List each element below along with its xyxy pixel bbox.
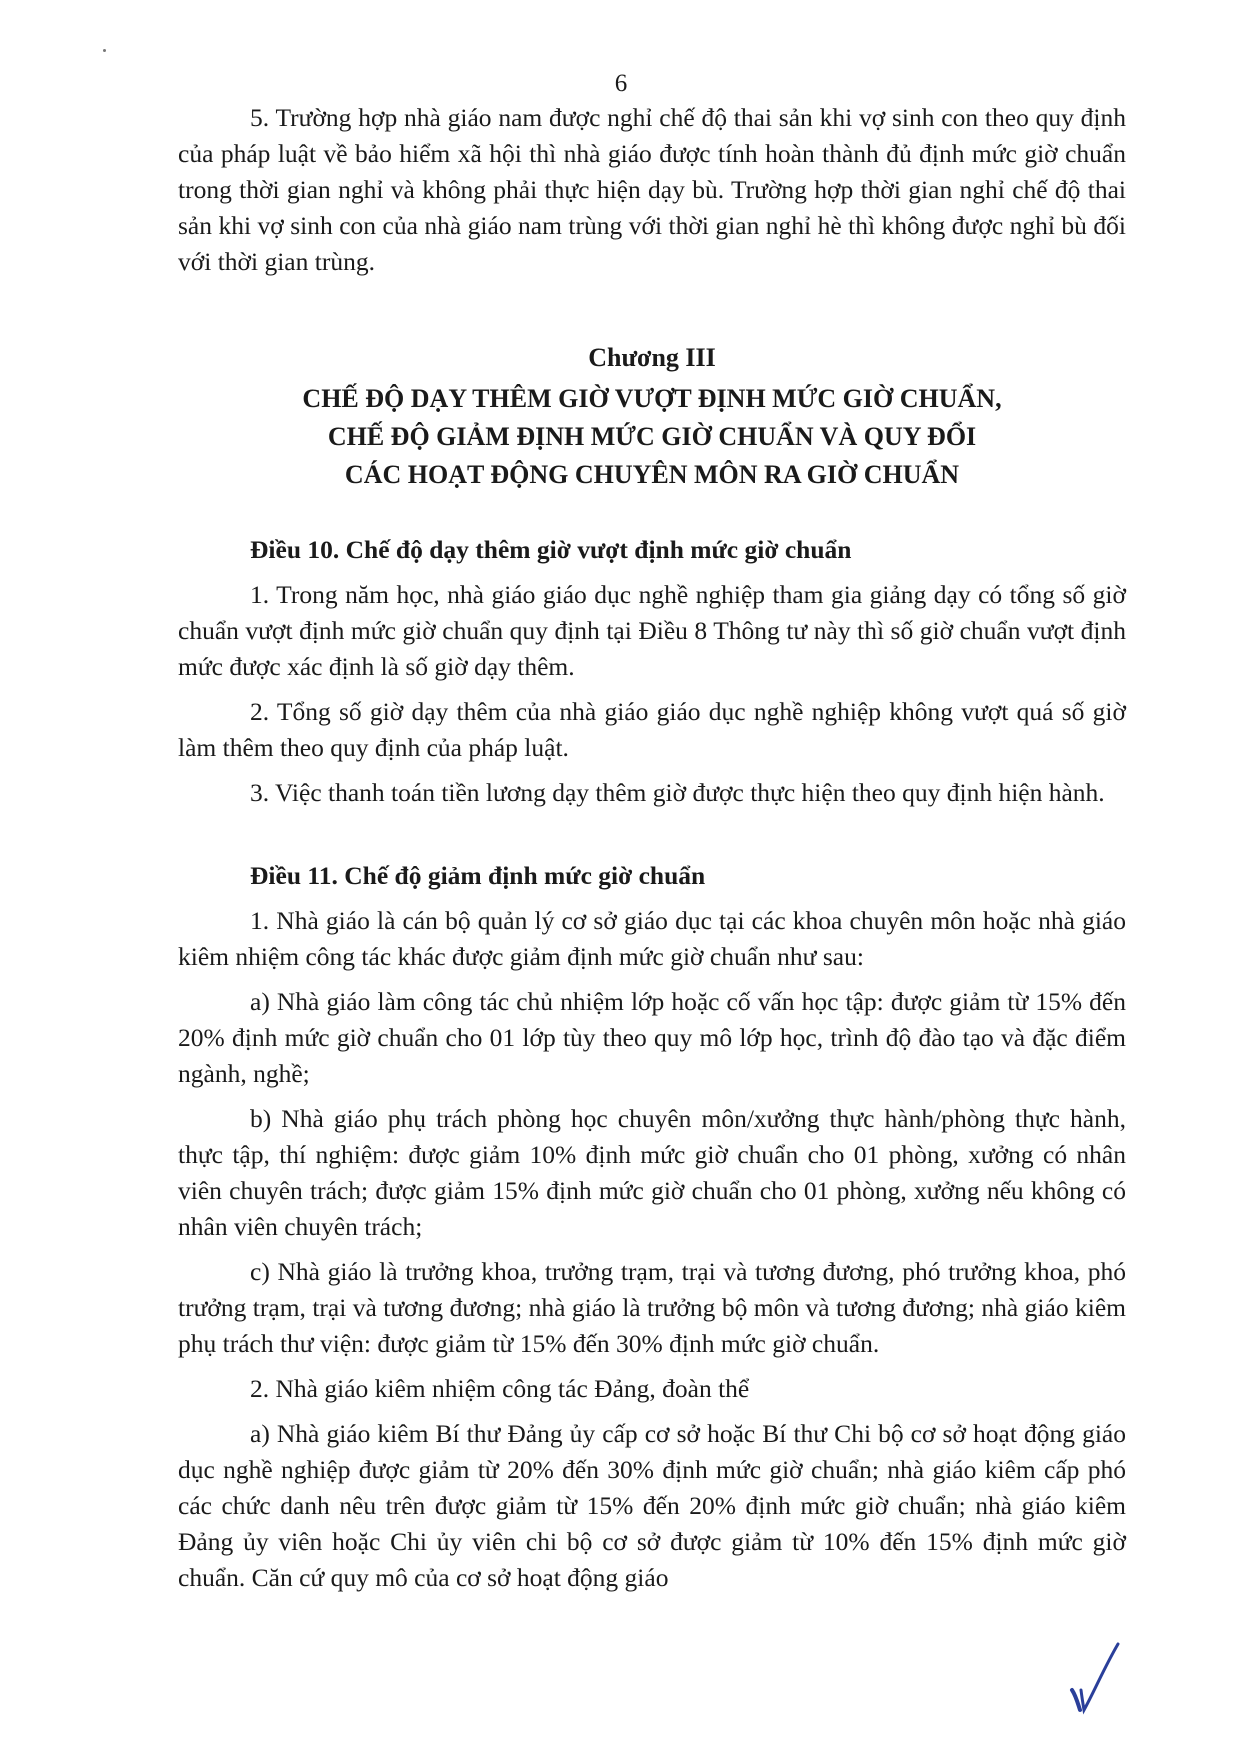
article-11-paragraph: c) Nhà giáo là trưởng khoa, trưởng trạm, trại và tương đương, phó trưởng khoa, phó trưởng trạm, trại và tương đương; nhà giáo là trưởng bộ môn và tương đương; nhà giáo kiêm phụ trách thư viện: được giảm từ 15% đến 30% định mức giờ chuẩn. (178, 1257, 1126, 1358)
article-11-section (178, 858, 1126, 1596)
article-11-paragraph: 1. Nhà giáo là cán bộ quản lý cơ sở giáo dục tại các khoa chuyên môn hoặc nhà giáo kiêm nhiệm công tác khác được giảm định mức giờ chuẩn như sau: (178, 906, 1126, 971)
intro-section (178, 100, 1126, 280)
article-11-paragraph: a) Nhà giáo kiêm Bí thư Đảng ủy cấp cơ sở hoặc Bí thư Chi bộ cơ sở hoạt động giáo dục nghề nghiệp được giảm từ 20% đến 30% định mức giờ chuẩn; nhà giáo kiêm cấp phó các chức danh nêu trên được giảm từ 15% đến 20% định mức giờ chuẩn; nhà giáo kiêm Đảng ủy viên hoặc Chi ủy viên chi bộ cơ sở được giảm từ 10% đến 15% định mức giờ chuẩn. Căn cứ quy mô của cơ sở hoạt động giáo (178, 1419, 1126, 1592)
intro-paragraph: 5. Trường hợp nhà giáo nam được nghỉ chế độ thai sản khi vợ sinh con theo quy định của pháp luật về bảo hiểm xã hội thì nhà giáo được tính hoàn thành đủ định mức giờ chuẩn trong thời gian nghỉ và không phải thực hiện dạy bù. Trường hợp thời gian nghỉ chế độ thai sản khi vợ sinh con của nhà giáo nam trùng với thời gian nghỉ hè thì không được nghỉ bù đối với thời gian trùng. (178, 103, 1126, 276)
chapter-title-line: CHẾ ĐỘ DẠY THÊM GIỜ VƯỢT ĐỊNH MỨC GIỜ CHUẨN, (302, 384, 1002, 413)
article-11-paragraph: 2. Nhà giáo kiêm nhiệm công tác Đảng, đoàn thể (250, 1374, 750, 1403)
article-10-section (178, 532, 1126, 811)
article-10-paragraph: 1. Trong năm học, nhà giáo giáo dục nghề nghiệp tham gia giảng dạy có tổng số giờ chuẩn vượt định mức giờ chuẩn quy định tại Điều 8 Thông tư này thì số giờ chuẩn vượt định mức được xác định là số giờ dạy thêm. (178, 580, 1126, 681)
article-10-paragraph: 2. Tổng số giờ dạy thêm của nhà giáo giáo dục nghề nghiệp không vượt quá số giờ làm thêm theo quy định của pháp luật. (178, 697, 1126, 762)
chapter-title-line: CÁC HOẠT ĐỘNG CHUYÊN MÔN RA GIỜ CHUẨN (344, 460, 960, 489)
article-11-title: Điều 11. Chế độ giảm định mức giờ chuẩn (250, 861, 706, 890)
article-10-title: Điều 10. Chế độ dạy thêm giờ vượt định mức giờ chuẩn (250, 535, 852, 564)
article-10-paragraph: 3. Việc thanh toán tiền lương dạy thêm giờ được thực hiện theo quy định hiện hành. (250, 778, 1105, 807)
chapter-heading (178, 340, 1126, 494)
chapter-title-line: CHẾ ĐỘ GIẢM ĐỊNH MỨC GIỜ CHUẨN VÀ QUY ĐỔI (327, 422, 977, 451)
article-11-paragraph: b) Nhà giáo phụ trách phòng học chuyên môn/xưởng thực hành/phòng thực hành, thực tập, thí nghiệm: được giảm 10% định mức giờ chuẩn cho 01 phòng, xưởng có nhân viên chuyên trách; được giảm 15% định mức giờ chuẩn cho 01 phòng, xưởng nếu không có nhân viên chuyên trách; (178, 1104, 1126, 1241)
initial-check-mark-icon (1060, 1638, 1130, 1718)
article-11-paragraph: a) Nhà giáo làm công tác chủ nhiệm lớp hoặc cố vấn học tập: được giảm từ 15% đến 20% định mức giờ chuẩn cho 01 lớp tùy theo quy mô lớp học, trình độ đào tạo và đặc điểm ngành, nghề; (178, 987, 1126, 1088)
page-number: 6 (614, 70, 628, 97)
scan-speck (103, 49, 106, 52)
chapter-label: Chương III (588, 343, 716, 372)
